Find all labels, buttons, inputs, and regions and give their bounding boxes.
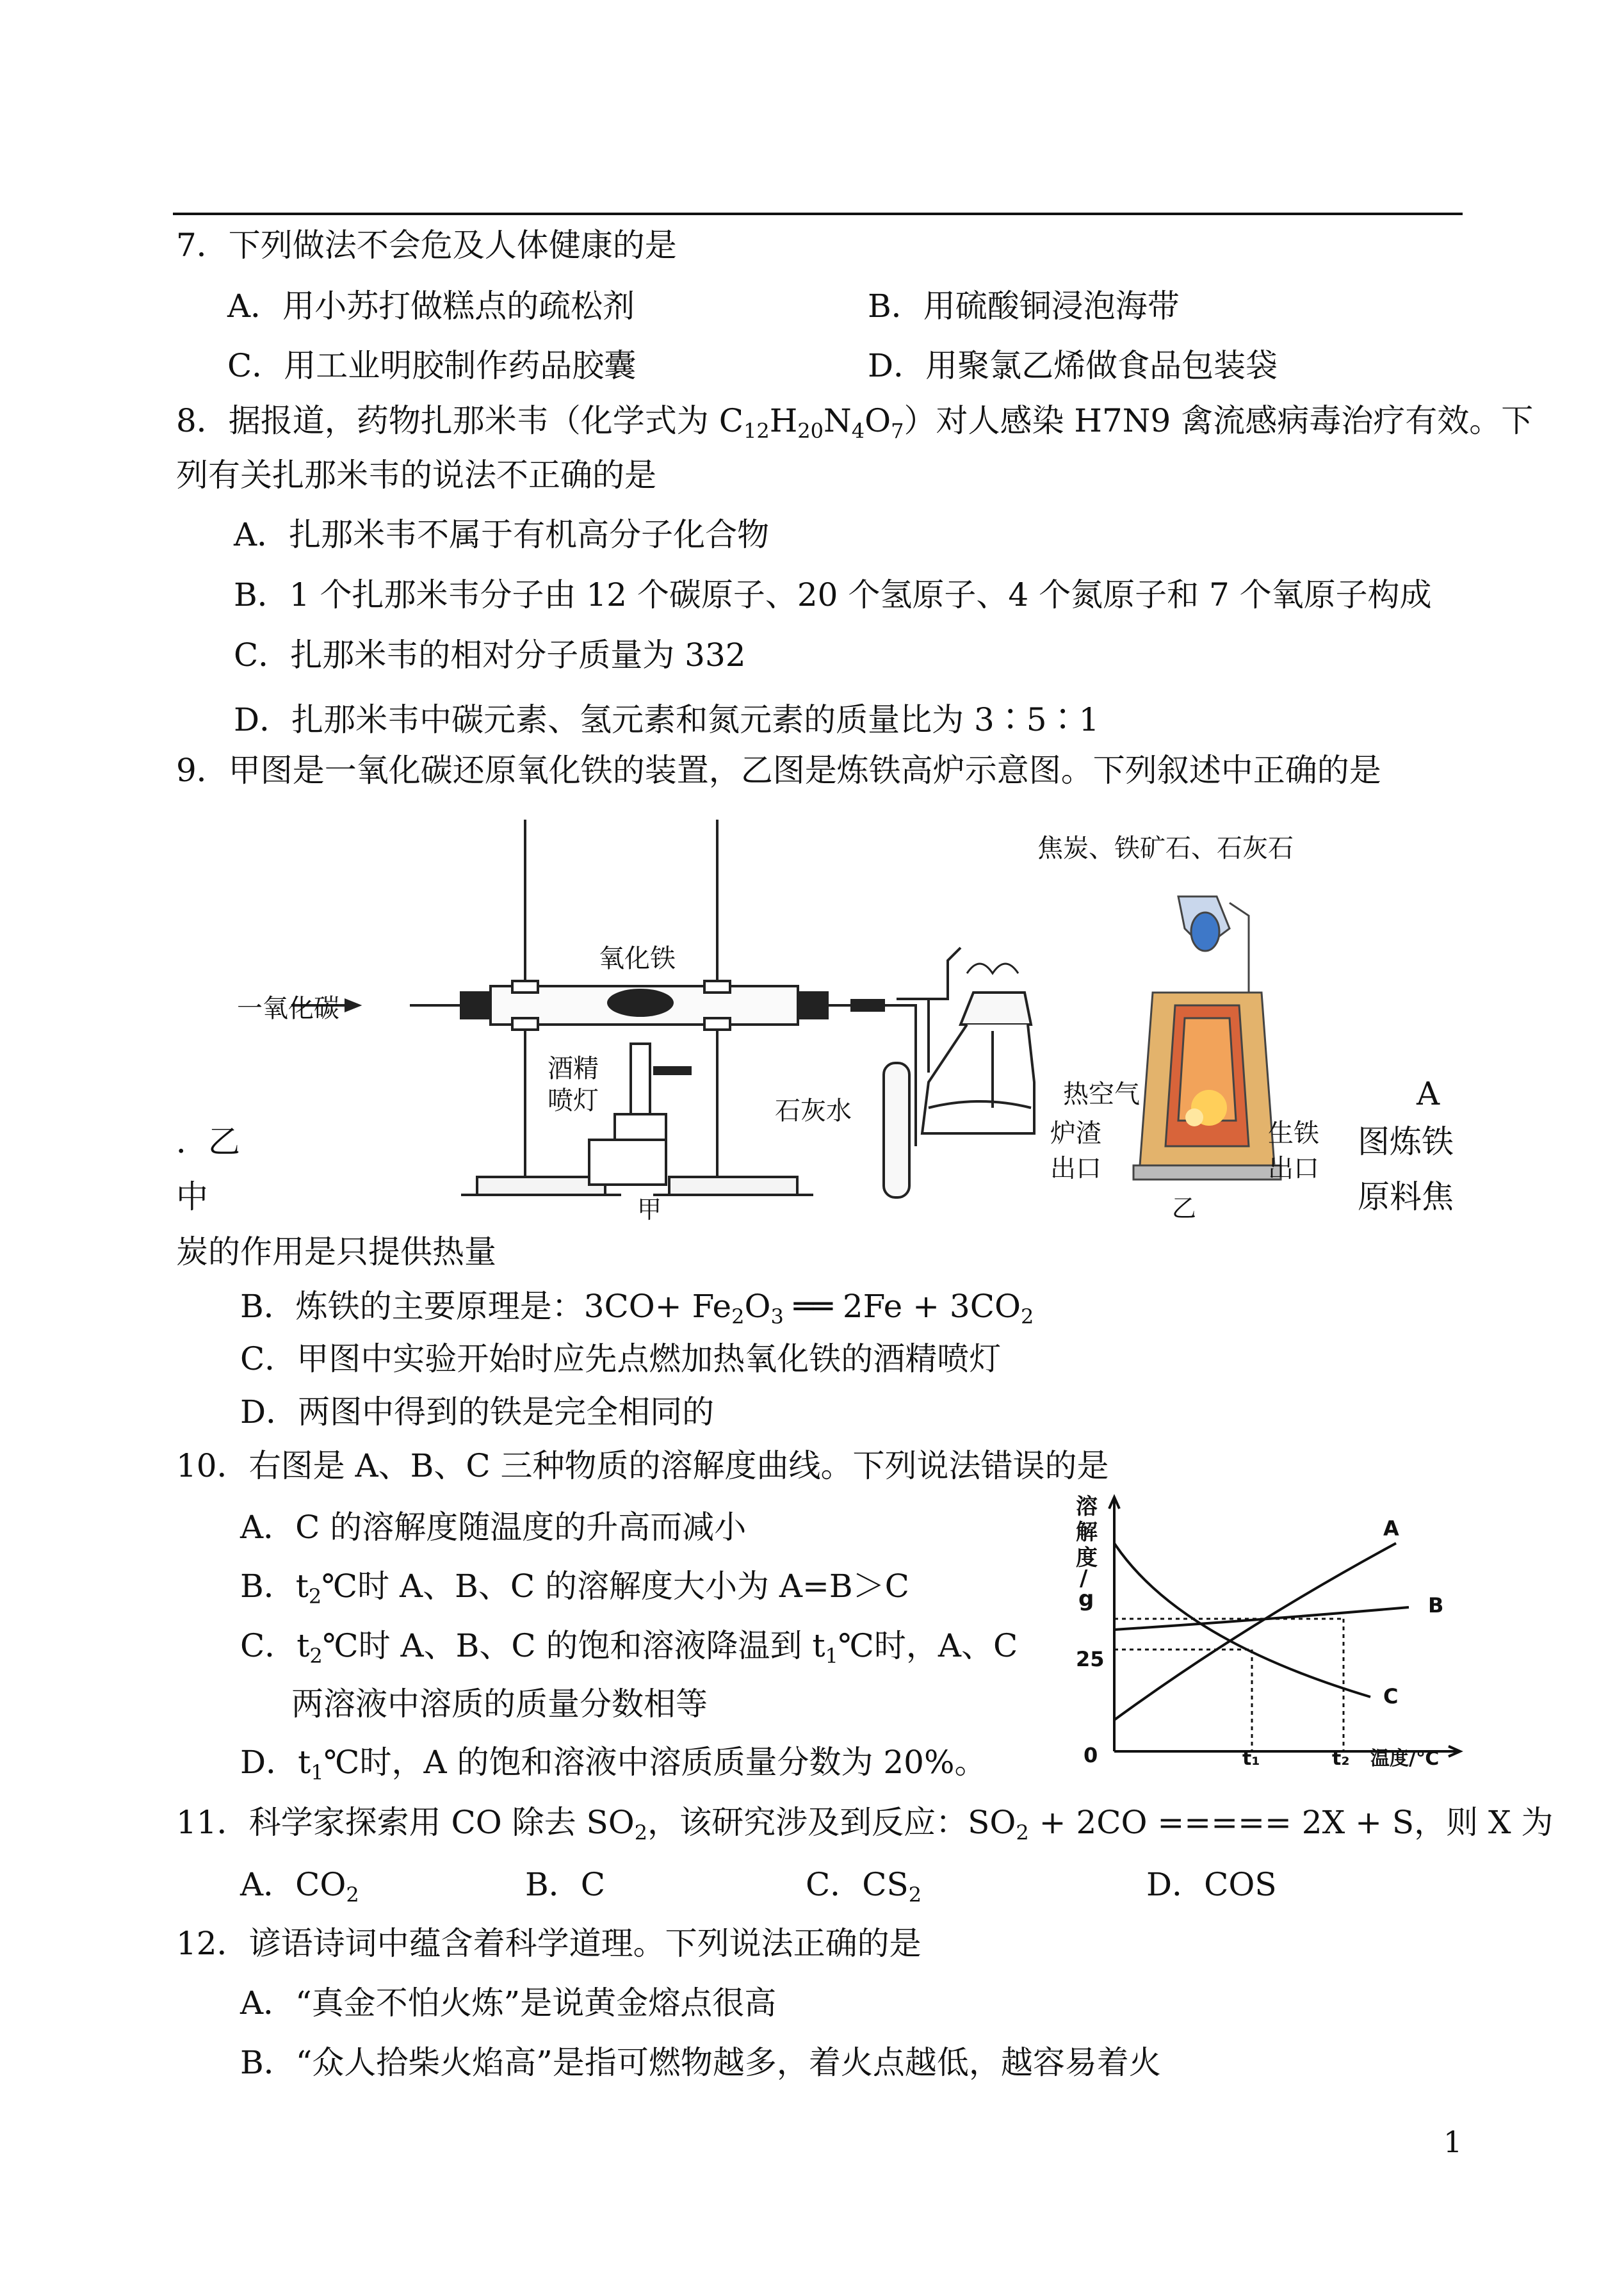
iron-label-2: 出口 — [1268, 1154, 1319, 1183]
limewater-label: 石灰水 — [775, 1096, 852, 1126]
q9-option-a-part3: 图炼铁 — [1358, 1123, 1454, 1160]
slag-label-1: 炉渣 — [1050, 1119, 1101, 1148]
chart-ylabel-2: 解 — [1076, 1520, 1098, 1545]
q11-option-a: A．$CO_2$ — [240, 1866, 359, 1907]
q12-option-a: A．“真金不怕火炼”是说黄金熔点很高 — [240, 1984, 777, 2022]
q9-option-a-part1: A — [1417, 1075, 1440, 1112]
curve-b — [1114, 1607, 1409, 1630]
q11-option-b: B．C — [525, 1866, 605, 1903]
q11-stem: 11．科学家探索用 CO 除去 $SO_2$，该研究涉及到反应：$SO_2 + 2CO$ ===== 2X + S，则 X 为 — [176, 1804, 1554, 1845]
q10-option-c-line2: 两溶液中溶质的质量分数相等 — [291, 1685, 708, 1723]
q9-option-a-part2: ．乙 — [176, 1123, 240, 1160]
q10-option-c: C．$t_2℃$时 A、B、C 的饱和溶液降温到 $t_1℃$时，A、C — [240, 1627, 1018, 1668]
q10-stem: 10．右图是 A、B、C 三种物质的溶解度曲线。下列说法错误的是 — [176, 1447, 1109, 1484]
q8-option-d: D．扎那米韦中碳元素、氢元素和氮元素的质量比为 3∶5∶1 — [234, 701, 1100, 738]
chart-xtick-t1: t₁ — [1242, 1748, 1260, 1770]
fe2o3-label: 氧化铁 — [599, 944, 676, 973]
q7-option-b: B．用硫酸铜浸泡海带 — [868, 288, 1180, 325]
series-label-c: C — [1383, 1684, 1399, 1708]
q10-option-d: D．$t_1℃$时，A 的饱和溶液中溶质质量分数为 20%。 — [240, 1744, 987, 1785]
header-rule — [173, 213, 1463, 215]
series-label-b: B — [1428, 1593, 1444, 1618]
q8-option-b: B．1 个扎那米韦分子由 12 个碳原子、20 个氢原子、4 个氮原子和 7 个氧原子构成 — [234, 576, 1432, 613]
q8-option-a: A．扎那米韦不属于有机高分子化合物 — [234, 516, 770, 553]
solubility-curve-chart — [1050, 1486, 1486, 1780]
q7-option-d: D．用聚氯乙烯做食品包装袋 — [868, 347, 1278, 384]
fig-jia-caption: 甲 — [637, 1196, 662, 1224]
figure-yi-blast-furnace — [1037, 826, 1370, 1223]
raw-materials-label: 焦炭、铁矿石、石灰石 — [1037, 834, 1294, 863]
series-label-a: A — [1383, 1516, 1399, 1541]
q10-option-a: A．C 的溶解度随温度的升高而减小 — [240, 1509, 747, 1546]
q9-option-a-part5: 原料焦 — [1358, 1178, 1454, 1215]
chart-xtick-t2: t₂ — [1332, 1748, 1350, 1770]
q9-stem: 9．甲图是一氧化碳还原氧化铁的装置，乙图是炼铁高炉示意图。下列叙述中正确的是 — [176, 752, 1381, 789]
q9-option-a-part4: 中 — [176, 1178, 208, 1215]
fig-yi-caption: 乙 — [1172, 1194, 1197, 1222]
chart-ylabel-4: / — [1080, 1566, 1088, 1591]
slag-label-2: 出口 — [1050, 1154, 1101, 1183]
q8-stem: 8．据报道，药物扎那米韦（化学式为 $C_{12}H_{20}N_4O_7$）对人感染 H7N9 禽流感病毒治疗有效。下 — [176, 402, 1534, 443]
q12-option-b: B．“众人拾柴火焰高”是指可燃物越多，着火点越低，越容易着火 — [240, 2044, 1161, 2081]
chart-ylabel-5: g — [1078, 1586, 1094, 1612]
q10-option-b: B．$t_2℃$时 A、B、C 的溶解度大小为 A=B＞C — [240, 1568, 909, 1609]
q9-option-a-part6: 炭的作用是只提供热量 — [176, 1233, 496, 1270]
chart-ylabel-1: 溶 — [1076, 1494, 1098, 1520]
lamp-label-2: 喷灯 — [548, 1086, 599, 1115]
q8-stem-line2: 列有关扎那米韦的说法不正确的是 — [176, 457, 656, 494]
lamp-label-1: 酒精 — [548, 1054, 599, 1083]
q9-option-c: C．甲图中实验开始时应先点燃加热氧化铁的酒精喷灯 — [240, 1340, 1002, 1377]
figure-jia-co-reduction-apparatus — [237, 813, 1037, 1224]
hot-air-label: 热空气 — [1063, 1080, 1140, 1109]
co-label: 一氧化碳 — [237, 994, 339, 1023]
q7-stem: 7．下列做法不会危及人体健康的是 — [176, 227, 677, 264]
chart-xlabel: 温度/℃ — [1370, 1748, 1440, 1770]
chart-origin: 0 — [1084, 1743, 1098, 1767]
q7-option-a: A．用小苏打做糕点的疏松剂 — [227, 288, 635, 325]
iron-label-1: 生铁 — [1268, 1119, 1319, 1148]
q9-option-d: D．两图中得到的铁是完全相同的 — [240, 1393, 715, 1431]
chart-ytick-25: 25 — [1076, 1647, 1105, 1671]
q11-option-c: C．$CS_2$ — [806, 1866, 922, 1907]
q8-option-c: C．扎那米韦的相对分子质量为 332 — [234, 637, 746, 674]
q7-option-c: C．用工业明胶制作药品胶囊 — [227, 347, 637, 384]
q9-option-b: B．炼铁的主要原理是：$3CO+ Fe_2O_3$ ══ $2Fe + 3CO_2$ — [240, 1288, 1034, 1329]
chart-ylabel-3: 度 — [1076, 1545, 1098, 1571]
q12-stem: 12．谚语诗词中蕴含着科学道理。下列说法正确的是 — [176, 1925, 922, 1962]
page-number: 1 — [1443, 2125, 1463, 2159]
curve-a — [1114, 1543, 1399, 1720]
q11-option-d: D．COS — [1146, 1866, 1277, 1903]
